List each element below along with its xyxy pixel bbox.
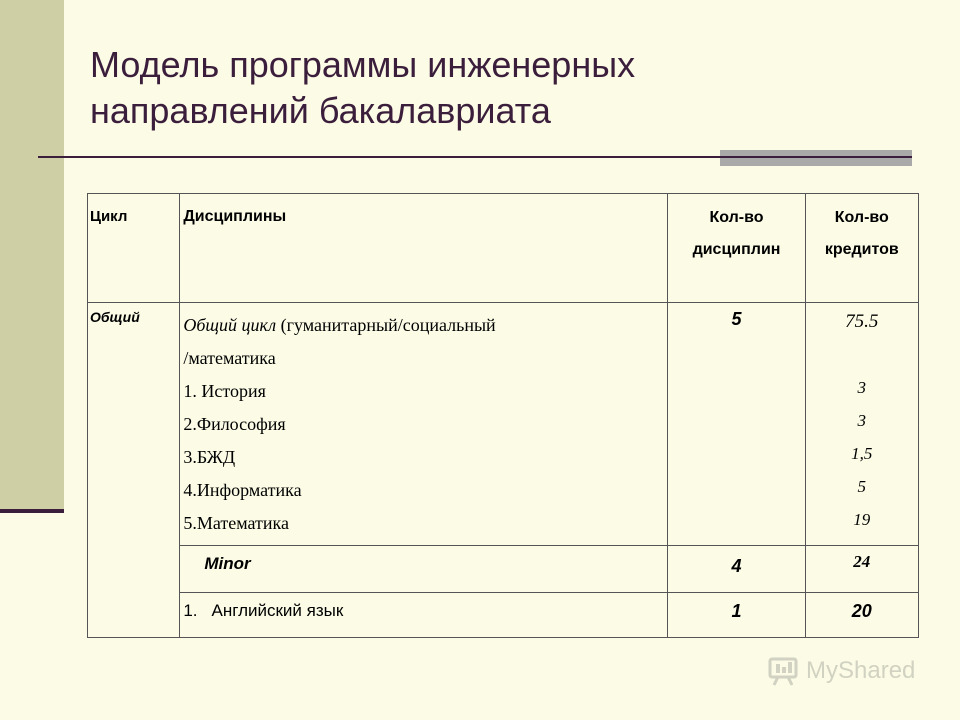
table-row-english [88, 593, 919, 638]
list-item: 2.Философия [183, 414, 286, 434]
table-row-minor [88, 546, 919, 593]
title-line-1: Модель программы инженерных [90, 44, 636, 85]
left-accent-bar [0, 0, 64, 512]
credit-value: 1,5 [851, 444, 873, 463]
header-cycle: Цикл [88, 194, 180, 303]
title-divider-accent [720, 150, 912, 166]
presentation-icon [768, 656, 802, 686]
header-count-line-1: Кол-во [709, 209, 764, 226]
general-lead [183, 309, 667, 342]
table-header-row [88, 194, 919, 303]
watermark [768, 656, 915, 686]
credit-value: 3 [857, 411, 867, 430]
header-credits-line-2: кредитов [824, 241, 899, 258]
general-disciplines [180, 303, 668, 546]
list-item: 1. История [183, 381, 266, 401]
general-lead-italic: Общий цикл [183, 315, 277, 335]
english-cell [180, 593, 668, 638]
header-count-line-2: дисциплин [692, 241, 781, 258]
watermark-text: MyShared [806, 657, 916, 684]
header-disciplines: Дисциплины [180, 194, 668, 303]
minor-count: 4 [668, 546, 805, 593]
header-discipline-count [668, 194, 805, 303]
list-item: 4.Информатика [183, 480, 302, 500]
slide-title [90, 42, 910, 134]
general-credits-total: 75.5 [845, 311, 879, 332]
english-credits: 20 [805, 593, 918, 638]
english-count: 1 [668, 593, 805, 638]
credit-value: 5 [857, 477, 867, 496]
list-item: 5.Математика [183, 513, 289, 533]
cycle-general: Общий [88, 303, 180, 638]
minor-credits: 24 [805, 546, 918, 593]
curriculum-table [87, 193, 919, 638]
general-lead-line-2: /математика [183, 348, 276, 368]
english-label: Английский язык [211, 601, 344, 620]
general-count: 5 [668, 303, 805, 546]
header-credits-line-1: Кол-во [834, 209, 889, 226]
left-accent-line [0, 509, 64, 513]
credit-value: 3 [857, 378, 867, 397]
english-number: 1. [183, 601, 198, 620]
list-item: 3.БЖД [183, 447, 236, 467]
general-lead-rest: (гуманитарный/социальный [276, 315, 496, 335]
general-credits [805, 303, 918, 546]
minor-label: Minor [180, 546, 668, 593]
title-line-2: направлений бакалавриата [90, 90, 551, 131]
header-credit-count [805, 194, 918, 303]
table-row-general [88, 303, 919, 546]
credit-value: 19 [853, 510, 871, 529]
